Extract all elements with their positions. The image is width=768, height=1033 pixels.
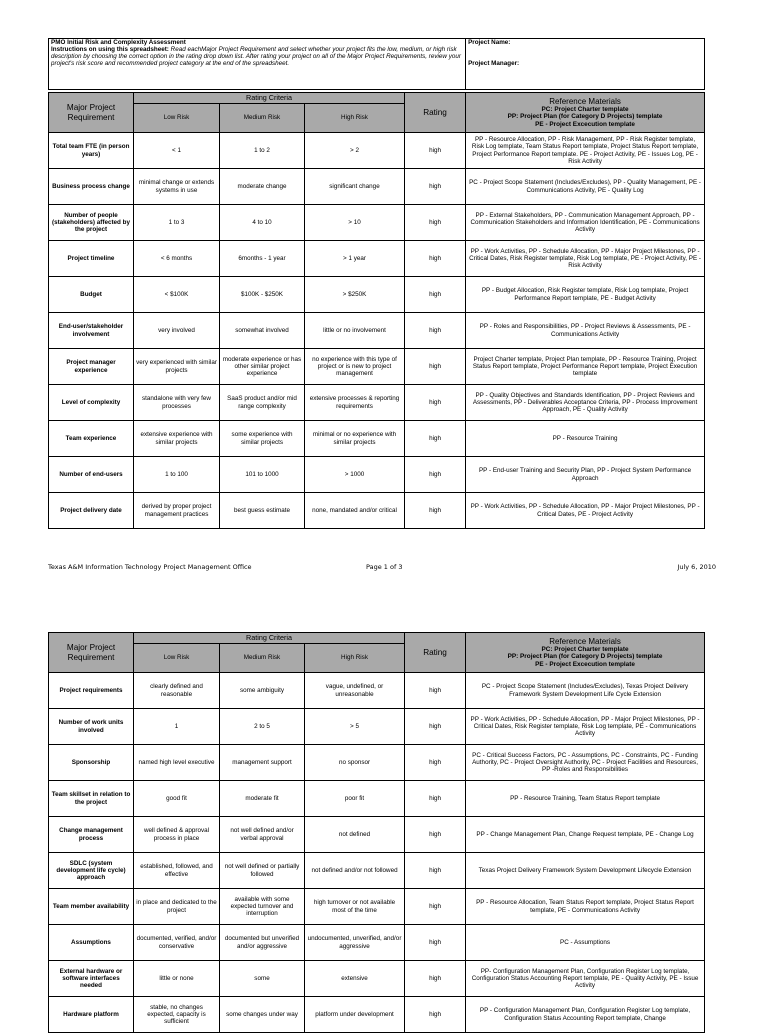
- reference-line: PE - Project Excecution template: [535, 660, 635, 668]
- rating-select[interactable]: high: [405, 385, 466, 421]
- medium-risk-cell: available with some expected turnover and interruption: [220, 889, 305, 925]
- requirement-cell: Change management process: [49, 817, 134, 853]
- page-2-sheet: [48, 632, 704, 1033]
- reference-cell: PP - Resource Allocation, Team Status Report template, Project Status Report template, PE - Communications Activity: [466, 889, 705, 925]
- project-manager-label: Project Manager:: [468, 60, 520, 67]
- medium-risk-cell: not well defined and/or verbal approval: [220, 817, 305, 853]
- medium-risk-cell: 101 to 1000: [220, 457, 305, 493]
- reference-line: PE - Project Excecution template: [535, 120, 635, 128]
- table-row: [49, 241, 705, 277]
- low-risk-cell: standalone with very few processes: [134, 385, 220, 421]
- requirement-cell: Assumptions: [49, 925, 134, 961]
- requirement-cell: End-user/stakeholder involvement: [49, 313, 134, 349]
- rating-select[interactable]: high: [405, 889, 466, 925]
- instructions-cell: [49, 39, 466, 90]
- footer-page-number: Page 1 of 3: [366, 563, 403, 571]
- reference-materials-header: [466, 93, 705, 133]
- reference-cell: PP - Work Activities, PP - Schedule Allocation, PP - Major Project Milestones, PP - Critical Dates, Risk Register template, Risk Log template, PE - Project Activity, PE - Risk Activity: [466, 241, 705, 277]
- reference-cell: PP - Budget Allocation, Risk Register template, Risk Log template, Project Performance Report template, PE - Budget Activity: [466, 277, 705, 313]
- requirement-cell: SDLC (system development life cycle) approach: [49, 853, 134, 889]
- reference-title: Reference Materials: [549, 96, 621, 106]
- rating-select[interactable]: high: [405, 745, 466, 781]
- reference-cell: PP - Work Activities, PP - Schedule Allocation, PP - Major Project Milestones, PP - Critical Dates, PE - Project Activity: [466, 493, 705, 529]
- high-risk-cell: > 1 year: [305, 241, 405, 277]
- table-row: [49, 385, 705, 421]
- table-row: [49, 277, 705, 313]
- medium-risk-cell: best guess estimate: [220, 493, 305, 529]
- table-row: [49, 961, 705, 997]
- high-risk-cell: no sponsor: [305, 745, 405, 781]
- low-risk-cell: stable, no changes expected, capacity is sufficient: [134, 997, 220, 1033]
- rating-select[interactable]: high: [405, 205, 466, 241]
- high-risk-cell: > 2: [305, 133, 405, 169]
- medium-risk-cell: $100K - $250K: [220, 277, 305, 313]
- low-risk-cell: in place and dedicated to the project: [134, 889, 220, 925]
- reference-cell: PC - Critical Success Factors, PC - Assumptions, PC - Constraints, PC - Funding Authority, PC - Project Oversight Authority, PC - Project Facilities and Resources, PP -Roles and Responsibilities: [466, 745, 705, 781]
- low-risk-cell: 1 to 100: [134, 457, 220, 493]
- reference-cell: Project Charter template, Project Plan template, PP - Resource Training, Project Status Report template, Project Performance Report template, Project Execution template: [466, 349, 705, 385]
- rating-select[interactable]: high: [405, 457, 466, 493]
- reference-cell: PP - End-user Training and Security Plan, PP - Project System Performance Approach: [466, 457, 705, 493]
- rating-criteria-header: Rating Criteria: [134, 633, 405, 644]
- reference-cell: PC - Project Scope Statement (Includes/Excludes), Texas Project Delivery Framework System Development Life Cycle Extension: [466, 673, 705, 709]
- reference-materials-header: [466, 633, 705, 673]
- table-row: [49, 817, 705, 853]
- medium-risk-cell: some: [220, 961, 305, 997]
- rating-select[interactable]: high: [405, 493, 466, 529]
- rating-select[interactable]: high: [405, 349, 466, 385]
- high-risk-cell: undocumented, unverified, and/or aggressive: [305, 925, 405, 961]
- reference-cell: PP- Configuration Management Plan, Configuration Register Log template, Configuration Status Accounting Report template, PE - Quality Activity, PE - Issue Activity: [466, 961, 705, 997]
- reference-cell: PP - Configuration Management Plan, Configuration Register Log template, Configuration Status Accounting Report template, Change: [466, 997, 705, 1033]
- requirement-cell: Total team FTE (in person years): [49, 133, 134, 169]
- footer-date: July 6, 2010: [677, 563, 716, 571]
- major-requirement-header: Major Project Requirement: [49, 93, 134, 133]
- requirement-cell: External hardware or software interfaces needed: [49, 961, 134, 997]
- high-risk-header: High Risk: [305, 104, 405, 133]
- requirement-cell: Budget: [49, 277, 134, 313]
- table-row: [49, 349, 705, 385]
- low-risk-cell: < 6 months: [134, 241, 220, 277]
- rating-select[interactable]: high: [405, 673, 466, 709]
- reference-cell: PC - Project Scope Statement (Includes/Excludes), PP - Quality Management, PE - Communications Activity, PE - Quality Log: [466, 169, 705, 205]
- high-risk-cell: high turnover or not available most of the time: [305, 889, 405, 925]
- requirement-cell: Team skillset in relation to the project: [49, 781, 134, 817]
- high-risk-cell: platform under development: [305, 997, 405, 1033]
- medium-risk-cell: documented but unverified and/or aggressive: [220, 925, 305, 961]
- low-risk-cell: minimal change or extends systems in use: [134, 169, 220, 205]
- rating-select[interactable]: high: [405, 709, 466, 745]
- rating-select[interactable]: high: [405, 853, 466, 889]
- rating-select[interactable]: high: [405, 277, 466, 313]
- medium-risk-cell: management support: [220, 745, 305, 781]
- requirement-cell: Number of people (stakeholders) affected by the project: [49, 205, 134, 241]
- project-name-label: Project Name:: [468, 39, 511, 46]
- table-row: [49, 853, 705, 889]
- requirement-cell: Team experience: [49, 421, 134, 457]
- high-risk-cell: no experience with this type of project or is new to project management: [305, 349, 405, 385]
- instructions-text: Read eachMajor Project Requirement and select whether your project fits the low, medium, or high risk description by choosing the correct option in the rating drop down list. After rating your project on all of the Major Project Requirements, review your project's risk score and recommended project category at the end of the spreadsheet.: [51, 46, 461, 67]
- requirement-cell: Number of end-users: [49, 457, 134, 493]
- requirement-cell: Project delivery date: [49, 493, 134, 529]
- reference-title: Reference Materials: [549, 636, 621, 646]
- rating-header: Rating: [405, 93, 466, 133]
- reference-line: PC: Project Charter template: [541, 105, 629, 113]
- high-risk-cell: vague, undefined, or unreasonable: [305, 673, 405, 709]
- requirement-cell: Number of work units involved: [49, 709, 134, 745]
- high-risk-cell: > $250K: [305, 277, 405, 313]
- project-info-cell[interactable]: [466, 39, 705, 90]
- medium-risk-cell: some experience with similar projects: [220, 421, 305, 457]
- rating-select[interactable]: high: [405, 961, 466, 997]
- high-risk-header: High Risk: [305, 644, 405, 673]
- reference-cell: PP - Quality Objectives and Standards Identification, PP - Project Reviews and Assessments, PP - Deliverables Acceptance Criteria, PP - Process Improvement Approach, PE - Quality Activity: [466, 385, 705, 421]
- medium-risk-cell: moderate experience or has other similar project experience: [220, 349, 305, 385]
- medium-risk-cell: 4 to 10: [220, 205, 305, 241]
- low-risk-header: Low Risk: [134, 644, 220, 673]
- reference-line: PP: Project Plan (for Category D Projects) template: [507, 113, 663, 121]
- table-row: [49, 781, 705, 817]
- rating-header: Rating: [405, 633, 466, 673]
- reference-cell: PP - External Stakeholders, PP - Communication Management Approach, PP - Communication Stakeholders and Information Identification, PE - Communications Activity: [466, 205, 705, 241]
- rating-select[interactable]: high: [405, 133, 466, 169]
- requirement-cell: Team member availability: [49, 889, 134, 925]
- table-row: [49, 133, 705, 169]
- medium-risk-cell: somewhat involved: [220, 313, 305, 349]
- medium-risk-cell: SaaS product and/or mid range complexity: [220, 385, 305, 421]
- medium-risk-cell: some changes under way: [220, 997, 305, 1033]
- table-row: [49, 457, 705, 493]
- low-risk-cell: clearly defined and reasonable: [134, 673, 220, 709]
- high-risk-cell: significant change: [305, 169, 405, 205]
- rating-select[interactable]: high: [405, 169, 466, 205]
- high-risk-cell: extensive processes & reporting requirements: [305, 385, 405, 421]
- requirement-cell: Sponsorship: [49, 745, 134, 781]
- reference-cell: PC - Assumptions: [466, 925, 705, 961]
- high-risk-cell: > 10: [305, 205, 405, 241]
- requirement-cell: Project timeline: [49, 241, 134, 277]
- medium-risk-cell: 6months - 1 year: [220, 241, 305, 277]
- high-risk-cell: none, mandated and/or critical: [305, 493, 405, 529]
- instructions-label: Instructions on using this spreadsheet:: [51, 46, 169, 53]
- table-row: [49, 997, 705, 1033]
- medium-risk-cell: some ambiguity: [220, 673, 305, 709]
- low-risk-cell: derived by proper project management practices: [134, 493, 220, 529]
- medium-risk-cell: not well defined or partially followed: [220, 853, 305, 889]
- footer-organization: Texas A&M Information Technology Project Management Office: [48, 563, 252, 571]
- rating-select[interactable]: high: [405, 241, 466, 277]
- table-row: [49, 313, 705, 349]
- rating-select[interactable]: high: [405, 313, 466, 349]
- table-row: [49, 205, 705, 241]
- assessment-title: PMO Initial Risk and Complexity Assessment: [51, 39, 186, 46]
- high-risk-cell: not defined and/or not followed: [305, 853, 405, 889]
- low-risk-cell: documented, verified, and/or conservative: [134, 925, 220, 961]
- low-risk-cell: 1: [134, 709, 220, 745]
- requirement-cell: Project manager experience: [49, 349, 134, 385]
- low-risk-cell: well defined & approval process in place: [134, 817, 220, 853]
- low-risk-cell: 1 to 3: [134, 205, 220, 241]
- requirement-cell: Business process change: [49, 169, 134, 205]
- low-risk-cell: very experienced with similar projects: [134, 349, 220, 385]
- low-risk-header: Low Risk: [134, 104, 220, 133]
- reference-cell: PP - Change Management Plan, Change Request template, PE - Change Log: [466, 817, 705, 853]
- risk-assessment-table-page-1: [48, 38, 705, 529]
- medium-risk-cell: 2 to 5: [220, 709, 305, 745]
- low-risk-cell: good fit: [134, 781, 220, 817]
- table-row: [49, 169, 705, 205]
- reference-cell: PP - Resource Training: [466, 421, 705, 457]
- table-row: [49, 421, 705, 457]
- table-row: [49, 745, 705, 781]
- risk-assessment-table-page-2: [48, 632, 705, 1033]
- medium-risk-cell: moderate change: [220, 169, 305, 205]
- rating-select[interactable]: high: [405, 421, 466, 457]
- low-risk-cell: extensive experience with similar projects: [134, 421, 220, 457]
- high-risk-cell: poor fit: [305, 781, 405, 817]
- low-risk-cell: established, followed, and effective: [134, 853, 220, 889]
- low-risk-cell: little or none: [134, 961, 220, 997]
- medium-risk-cell: 1 to 2: [220, 133, 305, 169]
- high-risk-cell: little or no involvement: [305, 313, 405, 349]
- high-risk-cell: > 1000: [305, 457, 405, 493]
- requirement-cell: Hardware platform: [49, 997, 134, 1033]
- table-row: [49, 889, 705, 925]
- high-risk-cell: extensive: [305, 961, 405, 997]
- medium-risk-header: Medium Risk: [220, 104, 305, 133]
- low-risk-cell: < 1: [134, 133, 220, 169]
- reference-cell: PP - Work Activities, PP - Schedule Allocation, PP - Major Project Milestones, PP - Critical Dates, Risk Register template, Risk Log template, PE - Communications Activity: [466, 709, 705, 745]
- reference-line: PP: Project Plan (for Category D Projects) template: [507, 653, 663, 661]
- instructions: [51, 46, 463, 67]
- reference-cell: PP - Resource Allocation, PP - Risk Management, PP - Risk Register template, Risk Log template, Team Status Report template, Project Status Report template, Project Performance Report template. PE - Project Activity, PE - Issues Log, PE - Risk Activity: [466, 133, 705, 169]
- table-row: [49, 709, 705, 745]
- rating-select[interactable]: high: [405, 925, 466, 961]
- table-row: [49, 925, 705, 961]
- high-risk-cell: minimal or no experience with similar projects: [305, 421, 405, 457]
- reference-line: PC: Project Charter template: [541, 645, 629, 653]
- table-row: [49, 673, 705, 709]
- high-risk-cell: not defined: [305, 817, 405, 853]
- low-risk-cell: named high level executive: [134, 745, 220, 781]
- reference-cell: Texas Project Delivery Framework System Development Lifecycle Extension: [466, 853, 705, 889]
- medium-risk-header: Medium Risk: [220, 644, 305, 673]
- rating-select[interactable]: high: [405, 781, 466, 817]
- low-risk-cell: very involved: [134, 313, 220, 349]
- reference-cell: PP - Resource Training, Team Status Report template: [466, 781, 705, 817]
- medium-risk-cell: moderate fit: [220, 781, 305, 817]
- rating-select[interactable]: high: [405, 817, 466, 853]
- reference-cell: PP - Roles and Responsibilities, PP - Project Reviews & Assessments, PE - Communications Activity: [466, 313, 705, 349]
- high-risk-cell: > 5: [305, 709, 405, 745]
- requirement-cell: Project requirements: [49, 673, 134, 709]
- rating-select[interactable]: high: [405, 997, 466, 1033]
- table-row: [49, 493, 705, 529]
- rating-criteria-header: Rating Criteria: [134, 93, 405, 104]
- major-requirement-header: Major Project Requirement: [49, 633, 134, 673]
- page-1-sheet: [48, 38, 704, 529]
- requirement-cell: Level of complexity: [49, 385, 134, 421]
- low-risk-cell: < $100K: [134, 277, 220, 313]
